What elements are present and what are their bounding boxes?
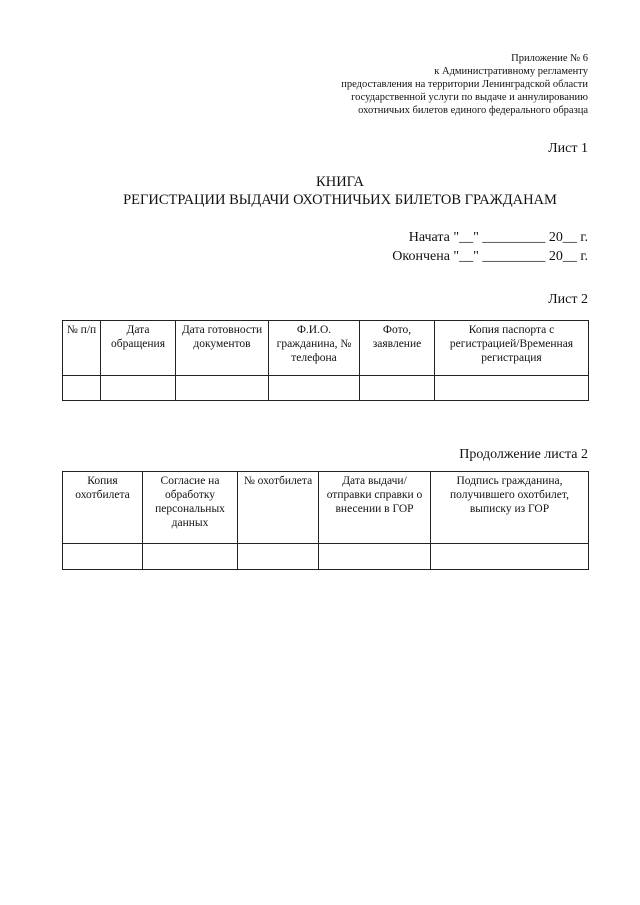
- appendix-line: охотничьих билетов единого федерального образца: [358, 105, 588, 116]
- table-cell: [238, 544, 319, 570]
- table-cell: [435, 376, 589, 401]
- finished-date-line: Окончена "__" _________ 20__ г.: [392, 249, 588, 264]
- column-header: Подпись гражданина, получившего охотбилет, выписку из ГОР: [431, 472, 589, 544]
- table-cell: [143, 544, 238, 570]
- title-line-2: РЕГИСТРАЦИИ ВЫДАЧИ ОХОТНИЧЬИХ БИЛЕТОВ ГРАЖДАНАМ: [123, 192, 557, 208]
- book-dates: [392, 228, 588, 266]
- registration-table: [62, 320, 589, 401]
- appendix-block: [288, 52, 588, 117]
- column-header: Дата выдачи/отправки справки о внесении в ГОР: [319, 472, 431, 544]
- column-header: Ф.И.О. гражданина, № телефона: [269, 321, 360, 376]
- table-cell: [360, 376, 435, 401]
- table-cell: [319, 544, 431, 570]
- appendix-line: предоставления на территории Ленинградской области: [341, 79, 588, 90]
- column-header: Дата обращения: [101, 321, 176, 376]
- sheet-2-continuation-label: Продолжение листа 2: [459, 447, 588, 462]
- title-line-1: КНИГА: [316, 174, 364, 190]
- table-cell: [431, 544, 589, 570]
- sheet-2-label: Лист 2: [548, 292, 588, 307]
- table-cell: [176, 376, 269, 401]
- column-header: Согласие на обработку персональных данных: [143, 472, 238, 544]
- column-header: Фото, заявление: [360, 321, 435, 376]
- table-cell: [101, 376, 176, 401]
- registration-table-continuation: [62, 471, 589, 570]
- appendix-line: к Административному регламенту: [434, 66, 588, 77]
- table-row: [63, 544, 589, 570]
- column-header: Копия паспорта с регистрацией/Временная регистрация: [435, 321, 589, 376]
- column-header: № охотбилета: [238, 472, 319, 544]
- table-header-row: [63, 321, 589, 376]
- table-header-row: [63, 472, 589, 544]
- started-date-line: Начата "__" _________ 20__ г.: [408, 230, 588, 245]
- column-header: Копия охотбилета: [63, 472, 143, 544]
- document-title: [60, 173, 620, 209]
- table-cell: [63, 544, 143, 570]
- column-header: № п/п: [63, 321, 101, 376]
- table-cell: [63, 376, 101, 401]
- sheet-1-label: Лист 1: [548, 141, 588, 156]
- appendix-line: государственной услуги по выдаче и аннулированию: [351, 92, 588, 103]
- table-cell: [269, 376, 360, 401]
- table-row: [63, 376, 589, 401]
- column-header: Дата готовности документов: [176, 321, 269, 376]
- appendix-line: Приложение № 6: [511, 53, 588, 64]
